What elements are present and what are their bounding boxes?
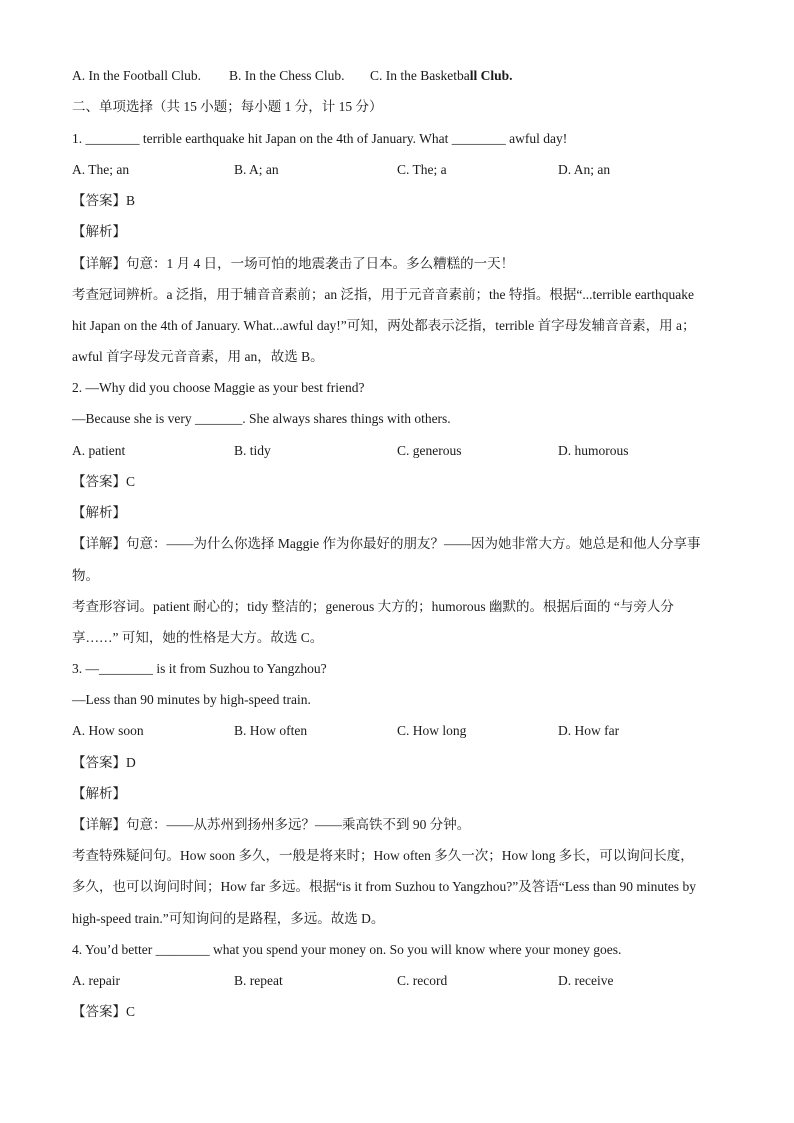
q2-answer (72, 473, 724, 491)
option-c (370, 67, 513, 85)
q3-stem-line-2: —Less than 90 minutes by high-speed train. (72, 692, 311, 707)
q3-detail-text: 句意：——从苏州到扬州多远？——乘高铁不到 90 分钟。 (126, 817, 471, 832)
answer-label: 【答案】 (72, 474, 126, 489)
q2-explain-line-2: 享……” 可知，她的性格是大方。故选 C。 (72, 630, 324, 645)
q1-explain-line-3: awful 首字母发元音音素，用 an，故选 B。 (72, 349, 324, 364)
option-c-bold: ll Club. (469, 68, 513, 83)
answer-label: 【答案】 (72, 193, 126, 208)
q3-analysis-label: 【解析】 (72, 786, 126, 801)
detail-label: 【详解】 (72, 817, 126, 832)
q3-stem-line-1: 3. —________ is it from Suzhou to Yangzhou? (72, 661, 327, 676)
q1-detail (72, 255, 724, 273)
q1-option-b: B. A; an (234, 162, 279, 177)
q3-option-c: C. How long (397, 723, 467, 738)
section-heading: 二、单项选择（共 15 小题；每小题 1 分，计 15 分） (72, 99, 383, 114)
q3-answer (72, 754, 724, 772)
q3-explain-line-1: 考查特殊疑问句。How soon 多久，一般是将来时；How often 多久一次；How long 多长，可以询问长度， (72, 848, 694, 863)
q3-option-d: D. How far (558, 723, 620, 738)
q3-answer-value: D (126, 755, 136, 770)
q2-detail-text: 句意：——为什么你选择 Maggie 作为你最好的朋友？——因为她非常大方。她总是和他人分享事 (126, 536, 701, 551)
q2-option-c: C. generous (397, 443, 462, 458)
q2-detail (72, 535, 724, 553)
q4-stem: 4. You’d better ________ what you spend your money on. So you will know where your money goes. (72, 942, 622, 957)
option-a: A. In the Football Club. (72, 68, 201, 83)
q3-option-a: A. How soon (72, 723, 144, 738)
q2-stem-line-2: —Because she is very _______. She always shares things with others. (72, 411, 451, 426)
q2-detail-line-2: 物。 (72, 568, 99, 583)
q4-option-d: D. receive (558, 973, 614, 988)
q1-option-d: D. An; an (558, 162, 611, 177)
option-b: B. In the Chess Club. (229, 68, 345, 83)
q3-explain-line-2: 多久，也可以询问时间；How far 多远。根据“is it from Suzhou to Yangzhou?”及答语“Less than 90 minutes by (72, 879, 696, 894)
q1-analysis-label: 【解析】 (72, 224, 126, 239)
q1-answer (72, 192, 724, 210)
q3-detail (72, 816, 724, 834)
q1-stem: 1. ________ terrible earthquake hit Japan on the 4th of January. What ________ awful day! (72, 131, 568, 146)
q1-option-a: A. The; an (72, 162, 130, 177)
q2-analysis-label: 【解析】 (72, 505, 126, 520)
q2-option-a: A. patient (72, 443, 126, 458)
detail-label: 【详解】 (72, 256, 126, 271)
answer-label: 【答案】 (72, 1004, 126, 1019)
q2-explain-line-1: 考查形容词。patient 耐心的；tidy 整洁的；generous 大方的；humorous 幽默的。根据后面的 “与旁人分 (72, 599, 674, 614)
q1-detail-text: 句意：1 月 4 日，一场可怕的地震袭击了日本。多么糟糕的一天！ (126, 256, 515, 271)
q4-option-b: B. repeat (234, 973, 283, 988)
q2-answer-value: C (126, 474, 136, 489)
q1-explain-line-1: 考查冠词辨析。a 泛指，用于辅音音素前；an 泛指，用于元音音素前；the 特指。根据“...terrible earthquake (72, 287, 695, 302)
q1-explain-line-2: hit Japan on the 4th of January. What...awful day!”可知，两处都表示泛指，terrible 首字母发辅音音素，用 a； (72, 318, 696, 333)
q2-option-d: D. humorous (558, 443, 629, 458)
q4-answer-value: C (126, 1004, 136, 1019)
q1-answer-value: B (126, 193, 136, 208)
answer-label: 【答案】 (72, 755, 126, 770)
q4-option-a: A. repair (72, 973, 120, 988)
q2-stem-line-1: 2. —Why did you choose Maggie as your best friend? (72, 380, 365, 395)
option-c-regular: C. In the Basketba (370, 68, 470, 83)
q3-explain-line-3: high-speed train.”可知询问的是路程，多远。故选 D。 (72, 911, 385, 926)
detail-label: 【详解】 (72, 536, 126, 551)
q2-option-b: B. tidy (234, 443, 271, 458)
q1-option-c: C. The; a (397, 162, 447, 177)
q4-option-c: C. record (397, 973, 448, 988)
q4-answer (72, 1003, 724, 1021)
q3-option-b: B. How often (234, 723, 308, 738)
